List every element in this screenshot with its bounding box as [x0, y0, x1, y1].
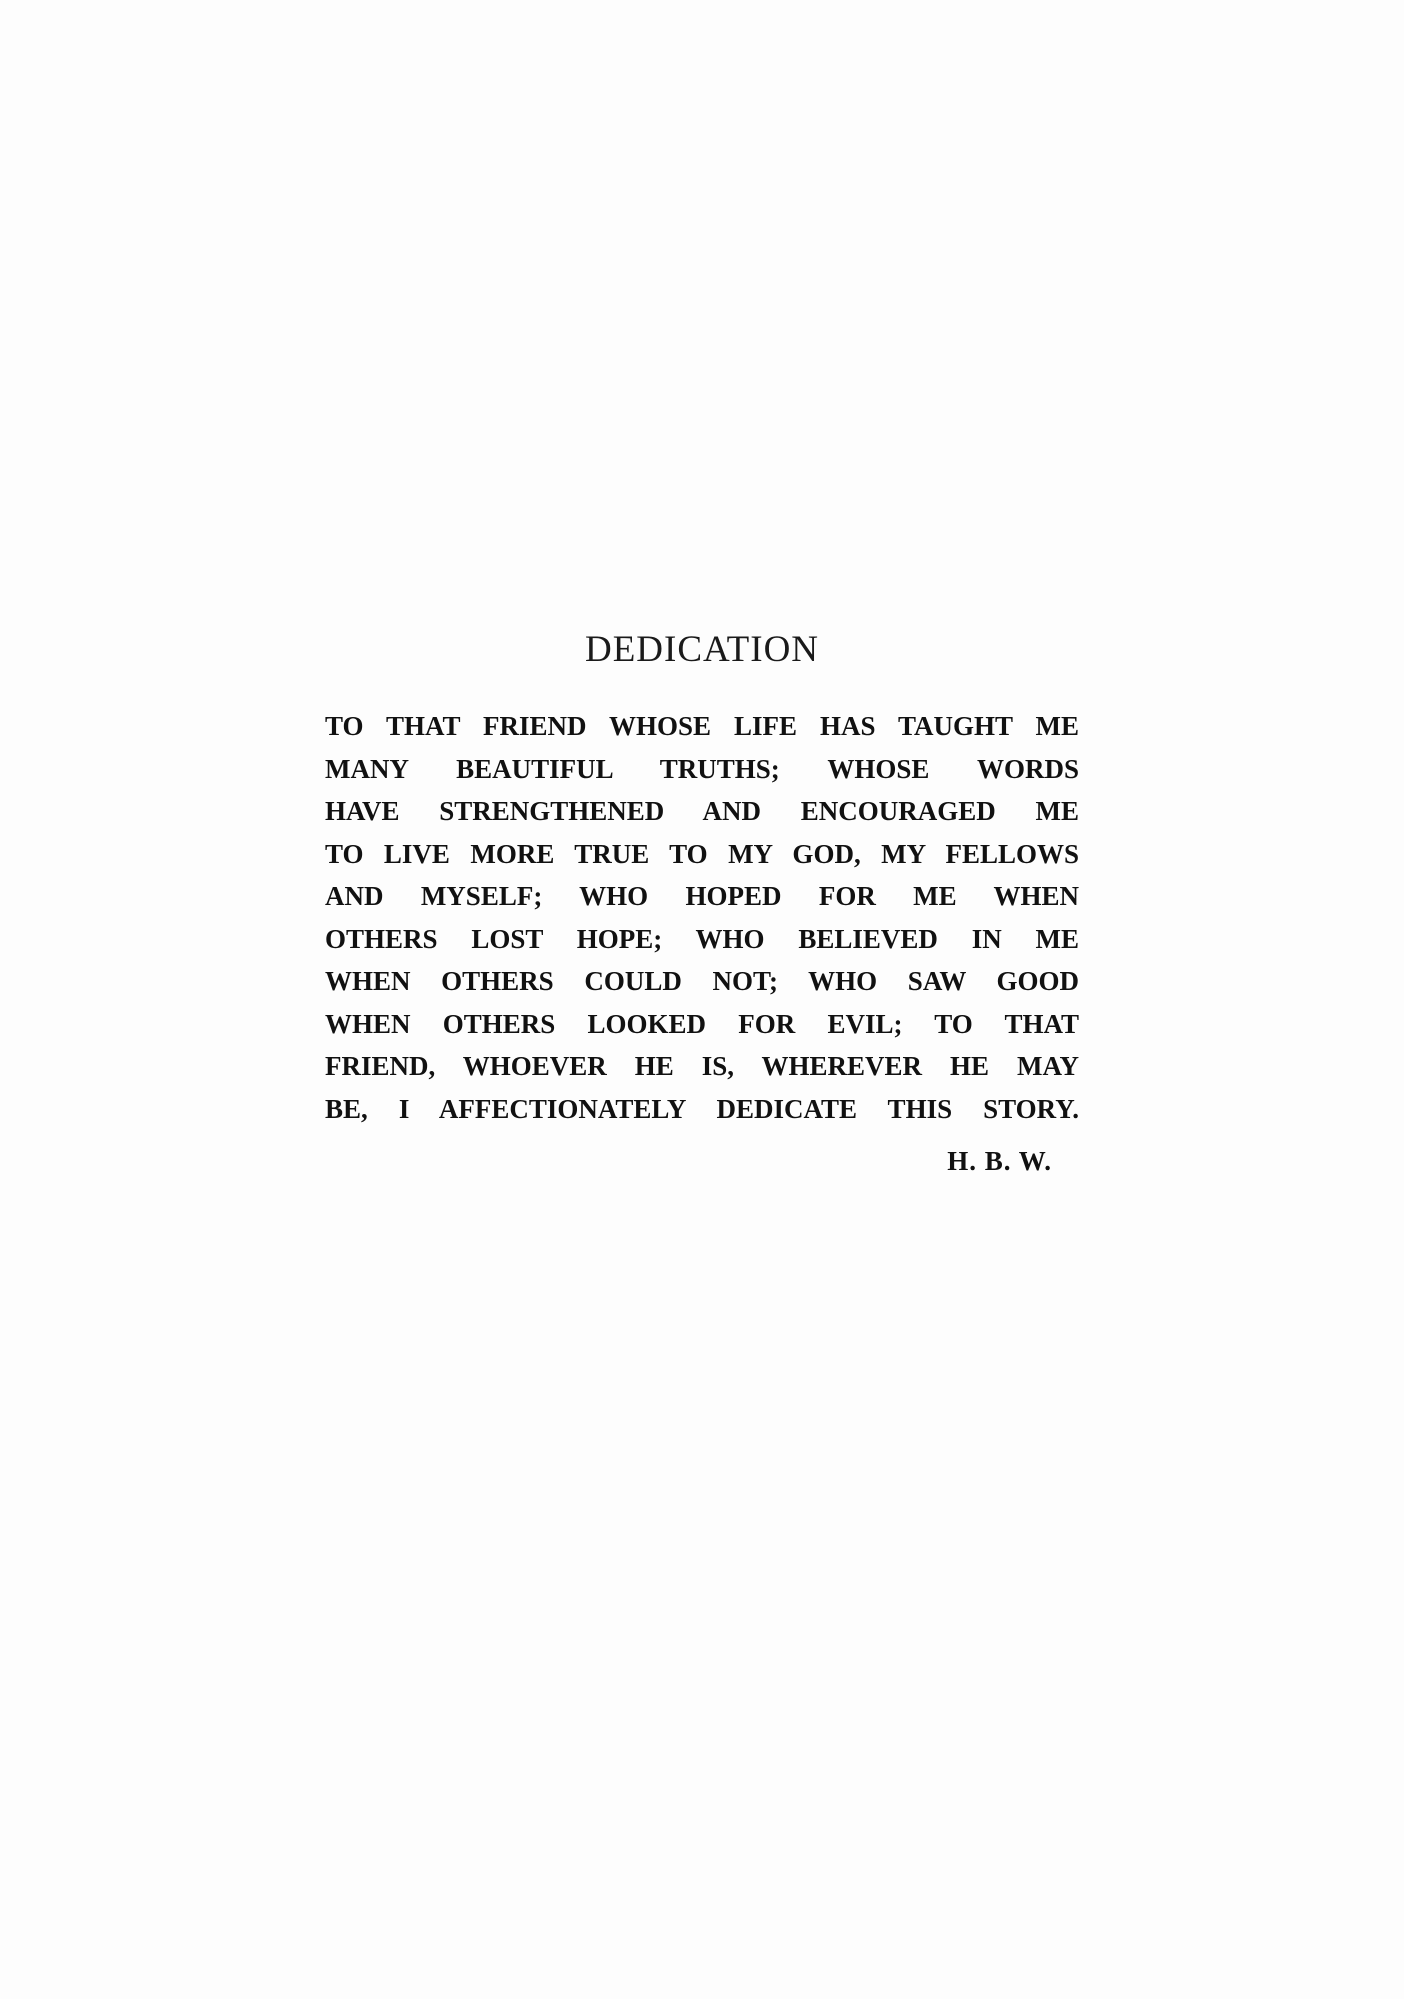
dedication-text: [325, 705, 1079, 1130]
dedication-line: OTHERS LOST HOPE; WHO BELIEVED IN ME: [325, 923, 1079, 954]
dedication-line: AND MYSELF; WHO HOPED FOR ME WHEN: [325, 881, 1079, 911]
dedication-line: TO THAT FRIEND WHOSE LIFE HAS TAUGHT ME: [325, 711, 1079, 741]
dedication-line: MANY BEAUTIFUL TRUTHS; WHOSE WORDS: [325, 753, 1079, 784]
dedication-line: WHEN OTHERS LOOKED FOR EVIL; TO THAT: [325, 1008, 1079, 1039]
dedication-heading: DEDICATION: [584, 629, 820, 670]
author-initials: H. B. W.: [947, 1146, 1052, 1176]
dedication-line: WHEN OTHERS COULD NOT; WHO SAW GOOD: [325, 966, 1079, 996]
dedication-line: HAVE STRENGTHENED AND ENCOURAGED ME: [325, 796, 1079, 826]
dedication-line: BE, I AFFECTIONATELY DEDICATE THIS STORY.: [325, 1093, 1079, 1124]
dedication-line: TO LIVE MORE TRUE TO MY GOD, MY FELLOWS: [325, 838, 1079, 869]
dedication-line: FRIEND, WHOEVER HE IS, WHEREVER HE MAY: [325, 1051, 1079, 1081]
